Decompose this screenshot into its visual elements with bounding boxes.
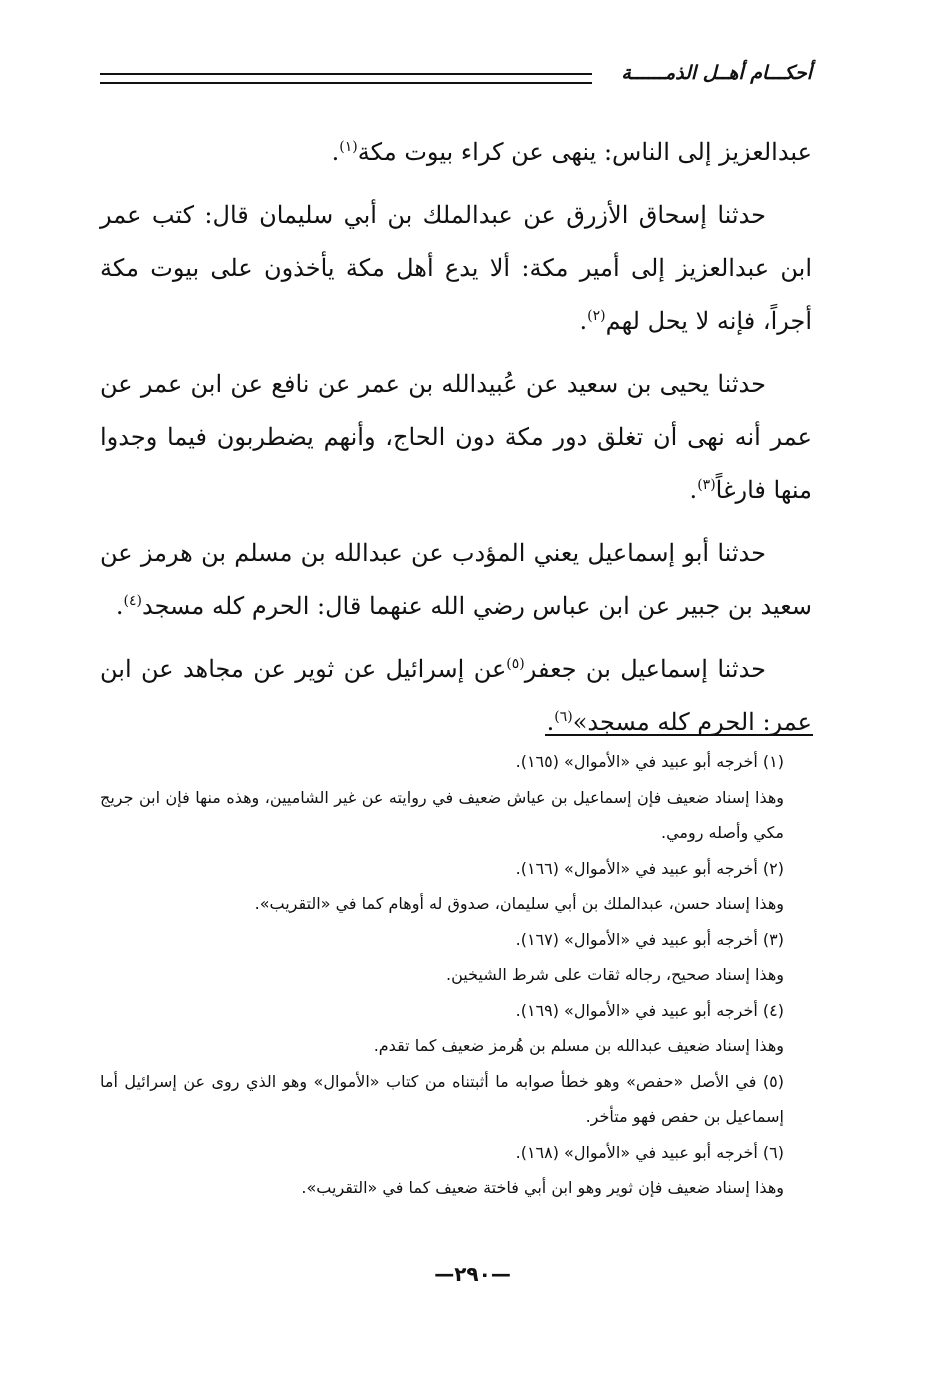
paragraph-end: . xyxy=(115,592,124,620)
header-double-rule xyxy=(100,73,592,84)
paragraph-end: . xyxy=(546,708,555,736)
footnote-ref-5: (٥) xyxy=(506,656,525,672)
footnote-6-comment: وهذا إسناد ضعيف فإن ثوير وهو ابن أبي فاختة ضعيف كما في «التقريب». xyxy=(301,1178,784,1197)
footnote-ref-4: (٤) xyxy=(123,593,142,609)
footnote-4-comment: وهذا إسناد ضعيف عبدالله بن مسلم بن هُرمز ضعيف كما تقدم. xyxy=(373,1036,784,1055)
footnote-4: (٤) أخرجه أبو عبيد في «الأموال» (١٦٩). xyxy=(515,1000,784,1020)
paragraph-text: عن إسرائيل عن ثوير عن مجاهد عن ابن عمر: الحرم كله مسجد» xyxy=(100,655,812,736)
paragraph-end: . xyxy=(579,307,588,335)
footnote-2-comment: وهذا إسناد حسن، عبدالملك بن أبي سليمان، صدوق له أوهام كما في «التقريب». xyxy=(254,894,784,913)
main-text xyxy=(100,126,812,759)
paragraph-end: . xyxy=(331,138,340,166)
footnote-1-comment: وهذا إسناد ضعيف فإن إسماعيل بن عياش ضعيف في روايته عن غير الشاميين، وهذه منها فإن ابن جريج مكي وأصله رومي. xyxy=(100,787,784,842)
paragraph-text: حدثنا أبو إسماعيل يعني المؤدب عن عبدالله بن مسلم بن هرمز عن سعيد بن جبير عن ابن عباس رضي الله عنهما قال: الحرم كله مسجد xyxy=(100,539,812,620)
footnotes xyxy=(100,744,812,1206)
paragraph-4 xyxy=(100,527,812,633)
footnote-ref-3: (٣) xyxy=(697,477,716,493)
footnote-ref-6: (٦) xyxy=(554,709,573,725)
paragraph-end: . xyxy=(689,476,698,504)
footnote-6: (٦) أخرجه أبو عبيد في «الأموال» (١٦٨). xyxy=(515,1142,784,1162)
paragraph-text: حدثنا إسماعيل بن جعفر xyxy=(524,655,767,683)
footnote-2: (٢) أخرجه أبو عبيد في «الأموال» (١٦٦). xyxy=(515,858,784,878)
footnote-ref-2: (٢) xyxy=(587,308,606,324)
paragraph-text: عبدالعزيز إلى الناس: ينهى عن كراء بيوت مكة xyxy=(357,138,812,166)
paragraph-2 xyxy=(100,189,812,348)
paragraph-text: حدثنا إسحاق الأزرق عن عبدالملك بن أبي سليمان قال: كتب عمر ابن عبدالعزيز إلى أمير مكة: ألا يدع أهل مكة يأخذون على بيوت مكة أجراً، فإنه لا يحل لهم xyxy=(100,201,812,335)
page-number: —٢٩٠— xyxy=(434,1262,511,1286)
footnote-1: (١) أخرجه أبو عبيد في «الأموال» (١٦٥). xyxy=(515,752,784,771)
footnote-ref-1: (١) xyxy=(339,139,358,155)
running-header xyxy=(100,58,812,98)
footnote-3: (٣) أخرجه أبو عبيد في «الأموال» (١٦٧). xyxy=(515,929,784,949)
paragraph-text: حدثنا يحيى بن سعيد عن عُبيدالله بن عمر عن نافع عن ابن عمر عن عمر أنه نهى أن تغلق دور مكة دون الحاج، وأنهم يضطربون فيما وجدوا منها فارغاً xyxy=(100,370,812,504)
paragraph-1 xyxy=(100,126,812,179)
footnote-5: (٥) في الأصل «حفص» وهو خطأ صوابه ما أثبتناه من كتاب «الأموال» وهو الذي روى عن إسرائيل أما إسماعيل بن حفص فهو متأخر. xyxy=(100,1071,784,1126)
running-title: أحكـــام أهــل الذمــــــة xyxy=(621,62,812,84)
footnote-separator xyxy=(545,734,813,736)
footnote-3-comment: وهذا إسناد صحيح، رجاله ثقات على شرط الشيخين. xyxy=(445,965,784,984)
paragraph-3 xyxy=(100,358,812,517)
